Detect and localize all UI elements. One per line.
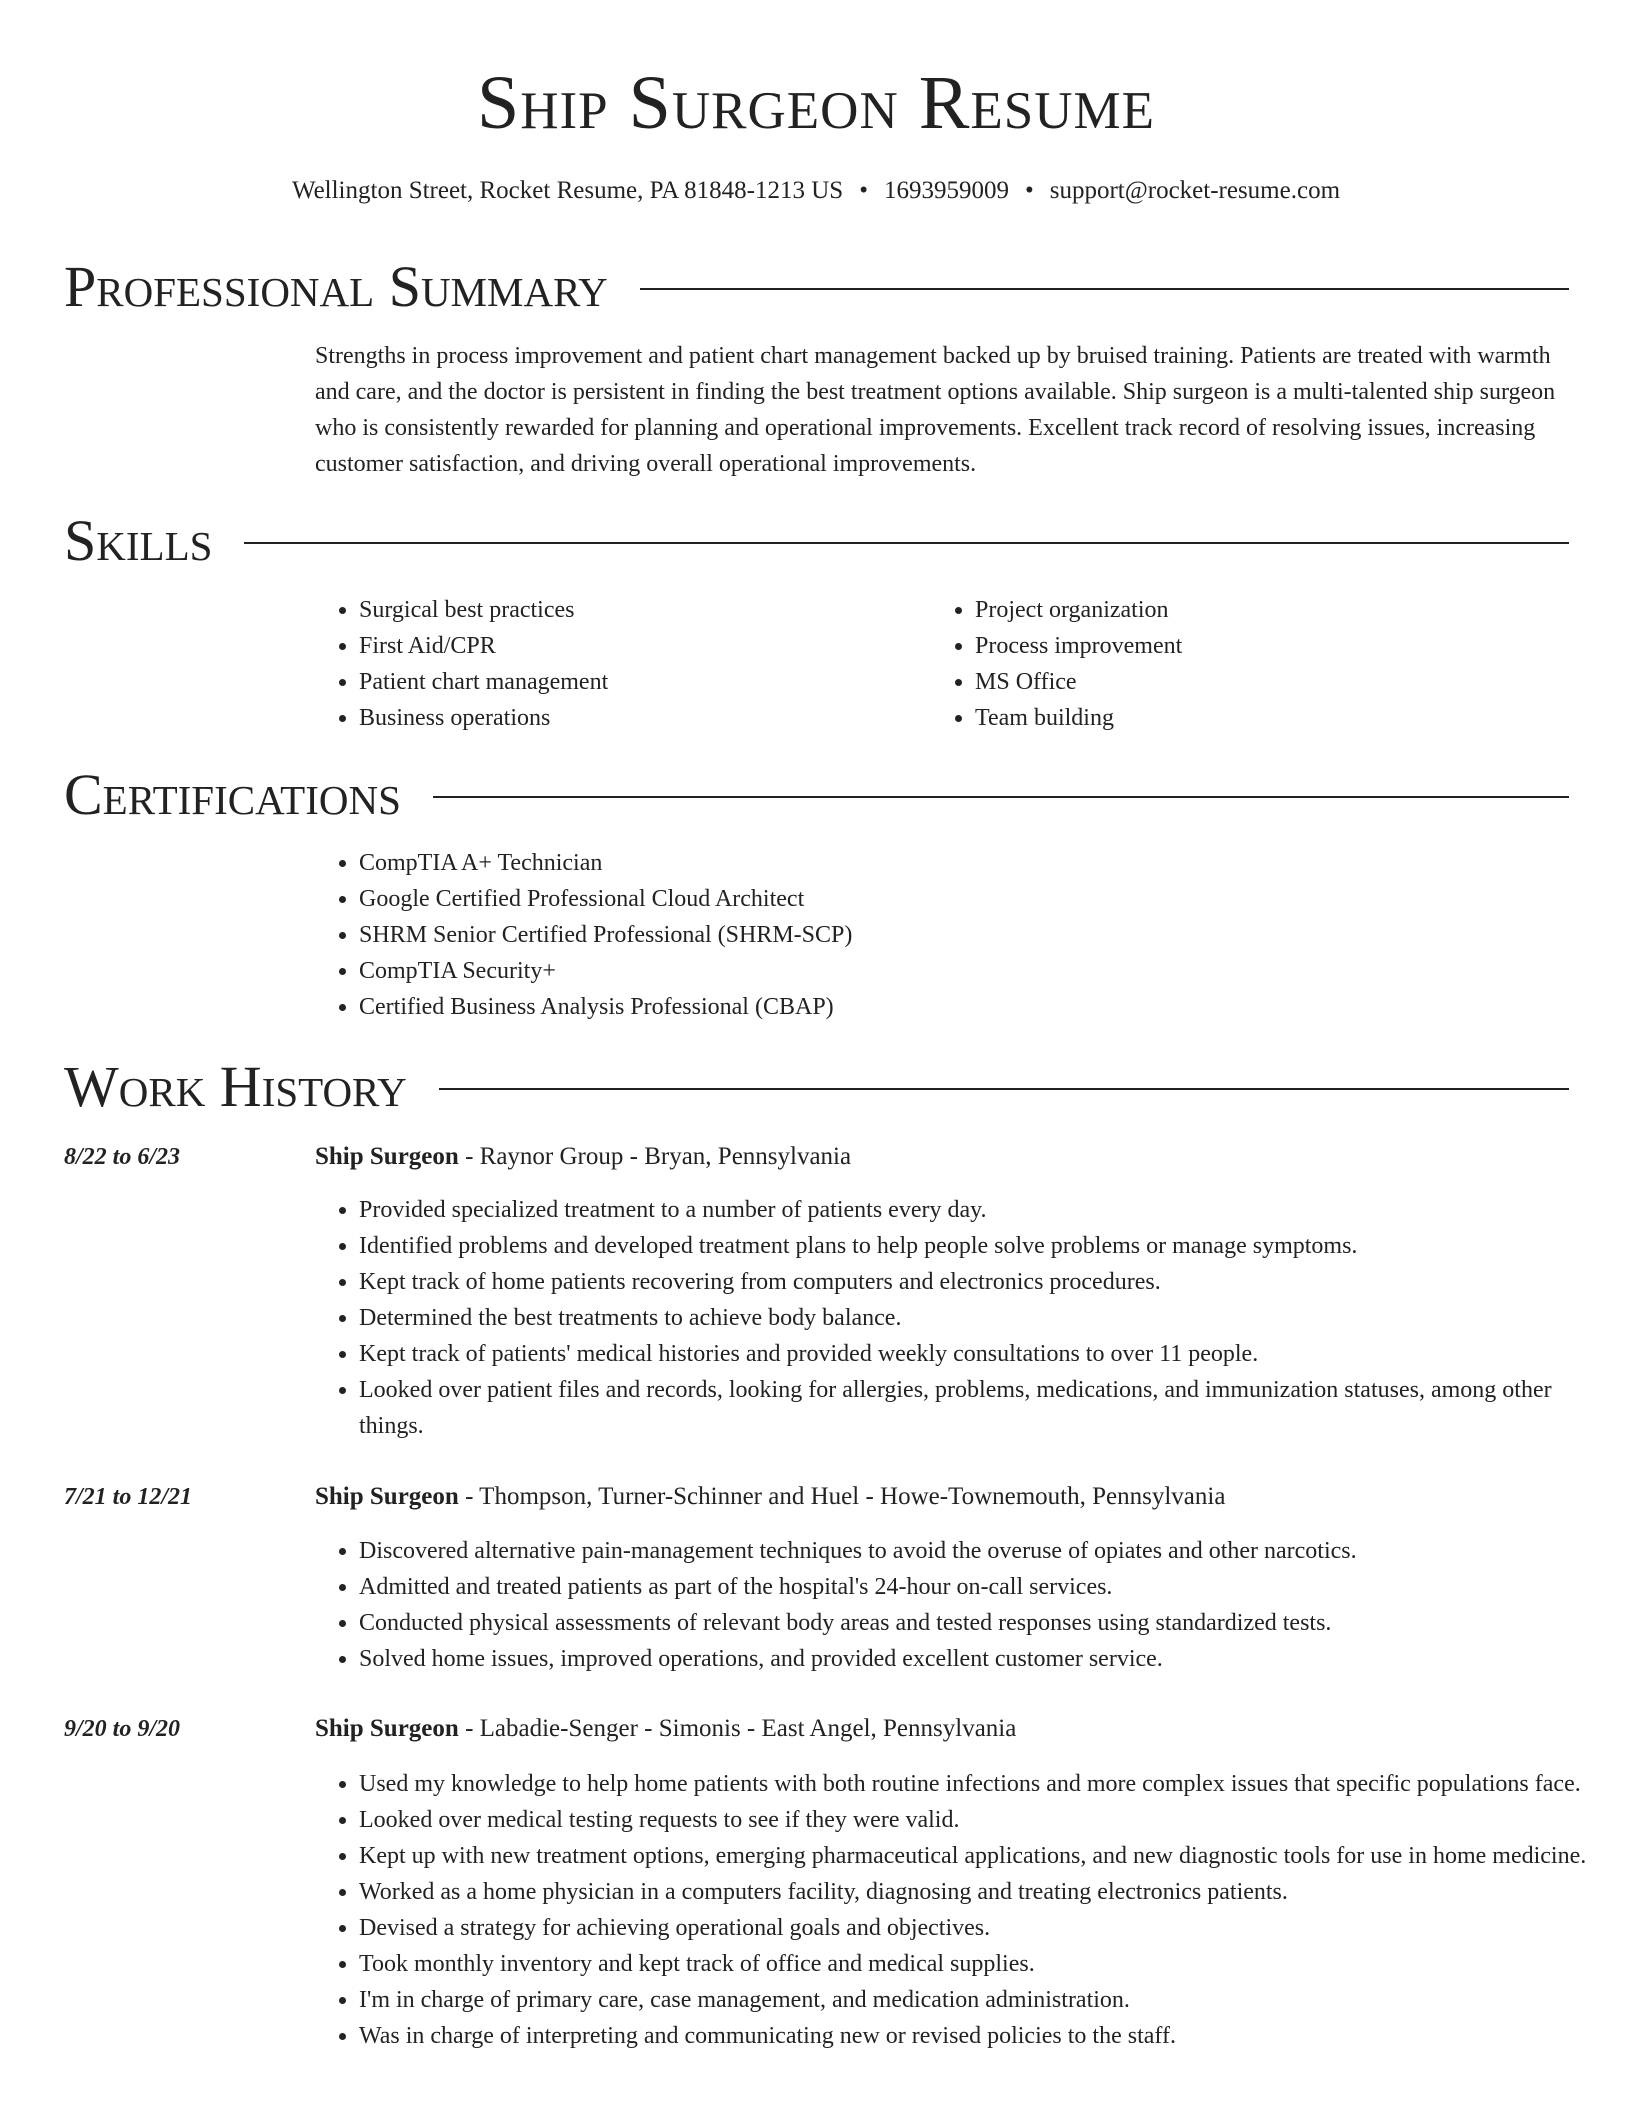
certification-item: • CompTIA A+ Technician [359,845,1559,881]
contact-line [0,175,1632,207]
job-heading [315,1480,1225,1514]
job-duties-list [315,1533,1617,1677]
work-history-section-header [64,1052,1569,1122]
skill-item: • MS Office [975,664,1575,700]
job-duty: • Identified problems and developed treatment plans to help people solve problems or manage symptoms. [359,1228,1617,1264]
job-duty: • Devised a strategy for achieving operational goals and objectives. [359,1910,1617,1946]
job-dates: 7/21 to 12/21 [64,1484,193,1510]
job-duty: • Kept up with new treatment options, emerging pharmaceutical applications, and new diagnostic tools for use in home medicine. [359,1838,1617,1874]
job-duty: • Was in charge of interpreting and communicating new or revised policies to the staff. [359,2018,1617,2054]
work-history-heading: Work History [64,1054,407,1119]
job-employer-location: - Raynor Group - Bryan, Pennsylvania [458,1143,852,1170]
job-duty: • Used my knowledge to help home patients with both routine infections and more complex issues that specific populations face. [359,1766,1617,1802]
contact-email: support@rocket-resume.com [1049,177,1341,204]
job-duty: • Looked over patient files and records, looking for allergies, problems, medications, and immunization statuses, among other things. [359,1372,1617,1444]
skill-item: • Process improvement [975,628,1575,664]
summary-heading: Professional Summary [64,254,608,319]
job-duty: • I'm in charge of primary care, case management, and medication administration. [359,1982,1617,2018]
job-title: Ship Surgeon [315,1715,459,1742]
job-title: Ship Surgeon [315,1143,459,1170]
section-divider [640,288,1569,290]
skills-list-right [931,592,1575,736]
contact-address: Wellington Street, Rocket Resume, PA 81848-1213 US [291,177,844,204]
certification-item: • CompTIA Security+ [359,953,1559,989]
section-divider [433,796,1569,798]
job-duty: • Kept track of home patients recovering from computers and electronics procedures. [359,1264,1617,1300]
job-duty: • Solved home issues, improved operations, and provided excellent customer service. [359,1641,1617,1677]
job-heading [315,1140,851,1174]
certifications-section-header [64,760,1569,830]
job-dates: 8/22 to 6/23 [64,1144,181,1170]
skills-list-left [315,592,959,736]
job-duties-list [315,1766,1617,2054]
skill-item: • First Aid/CPR [359,628,959,664]
skill-item: • Patient chart management [359,664,959,700]
job-duty: • Provided specialized treatment to a number of patients every day. [359,1192,1617,1228]
job-duties-list [315,1192,1617,1444]
job-heading [315,1712,1016,1746]
certification-item: • SHRM Senior Certified Professional (SHRM-SCP) [359,917,1559,953]
contact-separator: • [859,177,868,204]
skills-section-header [64,506,1569,576]
section-divider [439,1088,1569,1090]
summary-text: Strengths in process improvement and patient chart management backed up by bruised training. Patients are treated with warmth and care, and the doctor is persistent in finding the best treatment options available. Ship surgeon is a multi-talented ship surgeon who is consistently rewarded for planning and operational improvements. Excellent track record of resolving issues, increasing customer satisfaction, and driving overall operational improvements. [315,343,1556,477]
certifications-heading: Certifications [64,762,401,827]
certification-item: • Certified Business Analysis Professional (CBAP) [359,989,1559,1025]
skills-heading: Skills [64,508,213,573]
job-duty: • Worked as a home physician in a computers facility, diagnosing and treating electronics patients. [359,1874,1617,1910]
job-duty: • Conducted physical assessments of relevant body areas and tested responses using standardized tests. [359,1605,1617,1641]
job-duty: • Looked over medical testing requests to see if they were valid. [359,1802,1617,1838]
job-duty: • Kept track of patients' medical histories and provided weekly consultations to over 11 people. [359,1336,1617,1372]
job-duty: • Discovered alternative pain-management techniques to avoid the overuse of opiates and other narcotics. [359,1533,1617,1569]
skill-item: • Surgical best practices [359,592,959,628]
job-employer-location: - Labadie-Senger - Simonis - East Angel, Pennsylvania [458,1715,1017,1742]
job-duty: • Took monthly inventory and kept track of office and medical supplies. [359,1946,1617,1982]
contact-separator: • [1024,177,1034,204]
job-dates: 9/20 to 9/20 [64,1716,181,1742]
section-divider [244,542,1569,544]
job-title: Ship Surgeon [315,1483,459,1510]
job-employer-location: - Thompson, Turner-Schinner and Huel - Howe-Townemouth, Pennsylvania [458,1483,1226,1510]
skill-item: • Business operations [359,700,959,736]
contact-phone: 1693959009 [883,177,1009,204]
skill-item: • Team building [975,700,1575,736]
resume-title: Ship Surgeon Resume [476,61,1156,145]
certification-item: • Google Certified Professional Cloud Architect [359,881,1559,917]
job-duty: • Determined the best treatments to achieve body balance. [359,1300,1617,1336]
certifications-list [315,845,1559,1025]
job-duty: • Admitted and treated patients as part of the hospital's 24-hour on-call services. [359,1569,1617,1605]
summary-section-header [64,252,1569,322]
skill-item: • Project organization [975,592,1575,628]
